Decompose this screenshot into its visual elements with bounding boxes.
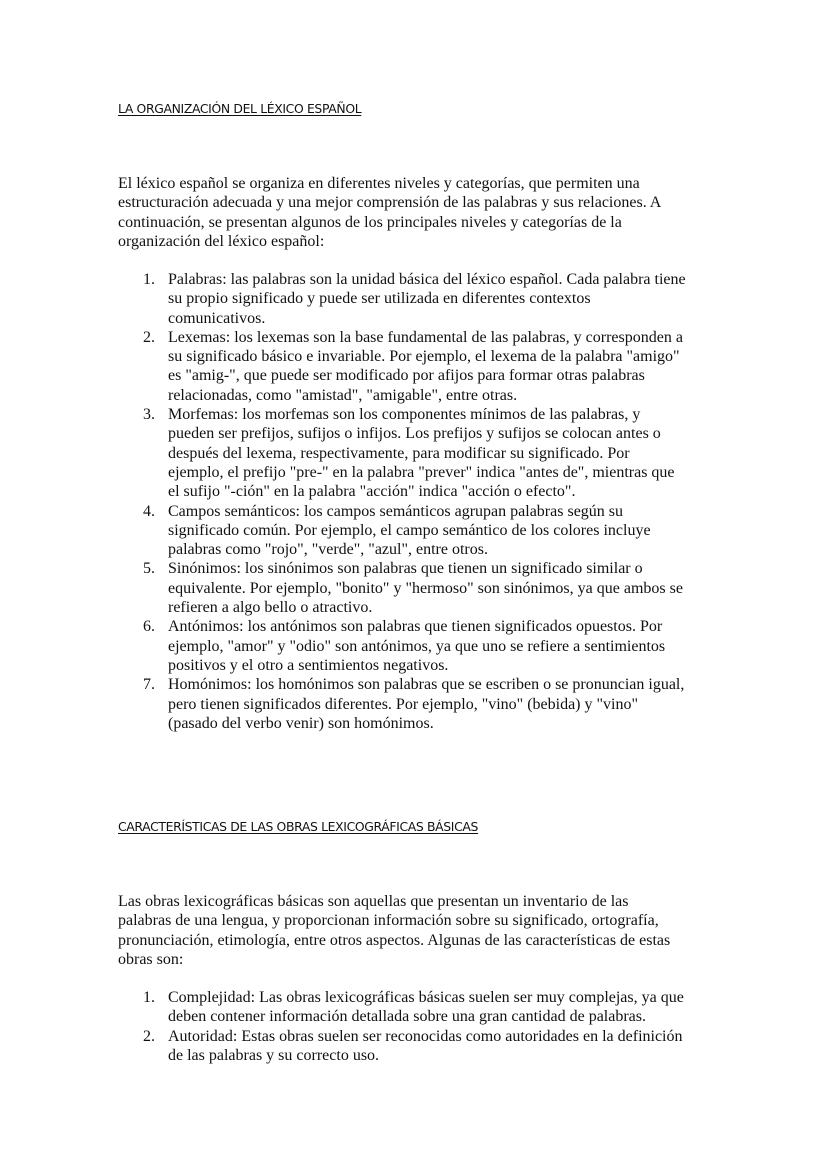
numbered-list-caracteristicas: [118, 988, 684, 1065]
paragraph-line: estructuración adecuada y una mejor comprensión de las palabras y sus relaciones. A: [118, 194, 662, 212]
list-item: [118, 405, 686, 501]
list-item-line: pero tienen significados diferentes. Por ejemplo, "vino" (bebida) y "vino": [168, 695, 639, 713]
list-item-line: después del lexema, respectivamente, para modificar su significado. Por: [168, 444, 630, 462]
list-number: 3.: [143, 406, 155, 424]
paragraph-line: obras son:: [118, 950, 184, 968]
list-item: [118, 617, 686, 675]
list-item-line: Palabras: las palabras son la unidad básica del léxico español. Cada palabra tiene: [168, 271, 686, 288]
section-heading-organizacion: LA ORGANIZACIÓN DEL LÉXICO ESPAÑOL: [118, 101, 362, 116]
list-item: [118, 559, 686, 617]
list-item-line: Campos semánticos: los campos semánticos agrupan palabras según su: [168, 502, 624, 520]
list-number: 1.: [143, 271, 155, 288]
paragraph-line: continuación, se presentan algunos de los principales niveles y categorías de la: [118, 213, 622, 231]
list-number: 2.: [143, 328, 155, 346]
list-item-line: su significado básico e invariable. Por ejemplo, el lexema de la palabra "amigo": [168, 348, 680, 366]
list-item: [118, 328, 686, 405]
list-item-line: pueden ser prefijos, sufijos o infijos. Los prefijos y sufijos se colocan antes o: [168, 425, 661, 443]
section-heading-caracteristicas: CARACTERÍSTICAS DE LAS OBRAS LEXICOGRÁFICAS BÁSICAS: [118, 819, 479, 834]
list-item: [118, 502, 686, 560]
list-item-line: ejemplo, el prefijo "pre-" en la palabra "prever" indica "antes de", mientras que: [168, 463, 675, 481]
list-item-line: ejemplo, "amor" y "odio" son antónimos, ya que uno se refiere a sentimientos: [168, 637, 666, 655]
section-intro-paragraph: [118, 892, 718, 969]
list-item-line: deben contener información detallada sobre una gran cantidad de palabras.: [168, 1008, 647, 1026]
list-item: [118, 1027, 684, 1066]
list-item-line: positivos y el otro a sentimientos negativos.: [168, 656, 449, 674]
list-item-line: comunicativos.: [168, 309, 266, 327]
list-item-line: Complejidad: Las obras lexicográficas básicas suelen ser muy complejas, ya que: [168, 989, 684, 1006]
list-item-line: de las palabras y su correcto uso.: [168, 1046, 380, 1064]
list-item: [118, 988, 684, 1027]
paragraph-line: pronunciación, etimología, entre otros aspectos. Algunas de las características de estas: [118, 931, 671, 949]
list-number: 7.: [143, 676, 155, 694]
list-item-line: (pasado del verbo venir) son homónimos.: [168, 714, 434, 732]
list-item-line: refieren a algo bello o atractivo.: [168, 599, 373, 617]
list-item-line: Lexemas: los lexemas son la base fundamental de las palabras, y corresponden a: [168, 328, 683, 346]
list-item: [118, 270, 686, 328]
list-item-line: su propio significado y puede ser utilizada en diferentes contextos: [168, 290, 591, 308]
paragraph-line: palabras de una lengua, y proporcionan información sobre su significado, ortografía,: [118, 912, 659, 930]
list-item-line: equivalente. Por ejemplo, "bonito" y "hermoso" son sinónimos, ya que ambos se: [168, 579, 683, 597]
list-item-line: significado común. Por ejemplo, el campo semántico de los colores incluye: [168, 521, 651, 539]
paragraph-line: Las obras lexicográficas básicas son aquellas que presentan un inventario de las: [118, 893, 629, 910]
list-item-line: es "amig-", que puede ser modificado por afijos para formar otras palabras: [168, 367, 645, 385]
paragraph-line: organización del léxico español:: [118, 232, 325, 250]
list-number: 5.: [143, 560, 155, 578]
list-number: 2.: [143, 1027, 155, 1045]
list-item-line: Morfemas: los morfemas son los componentes mínimos de las palabras, y: [168, 406, 641, 424]
list-item-line: palabras como "rojo", "verde", "azul", entre otros.: [168, 541, 488, 559]
list-number: 4.: [143, 502, 155, 520]
list-item-line: Antónimos: los antónimos son palabras que tienen significados opuestos. Por: [168, 618, 663, 636]
paragraph-line: El léxico español se organiza en diferentes niveles y categorías, que permiten una: [118, 175, 640, 192]
list-item-line: relacionadas, como "amistad", "amigable", entre otras.: [168, 386, 518, 404]
list-item-line: Homónimos: los homónimos son palabras que se escriben o se pronuncian igual,: [168, 676, 685, 694]
list-item-line: el sufijo "-ción" en la palabra "acción" indica "acción o efecto".: [168, 483, 576, 501]
list-number: 6.: [143, 618, 155, 636]
list-number: 1.: [143, 989, 155, 1006]
list-item-line: Sinónimos: los sinónimos son palabras que tienen un significado similar o: [168, 560, 643, 578]
list-item: [118, 675, 686, 733]
list-item-line: Autoridad: Estas obras suelen ser reconocidas como autoridades en la definición: [168, 1027, 683, 1045]
numbered-list-lexico: [118, 270, 686, 733]
section-intro-paragraph: [118, 174, 718, 251]
